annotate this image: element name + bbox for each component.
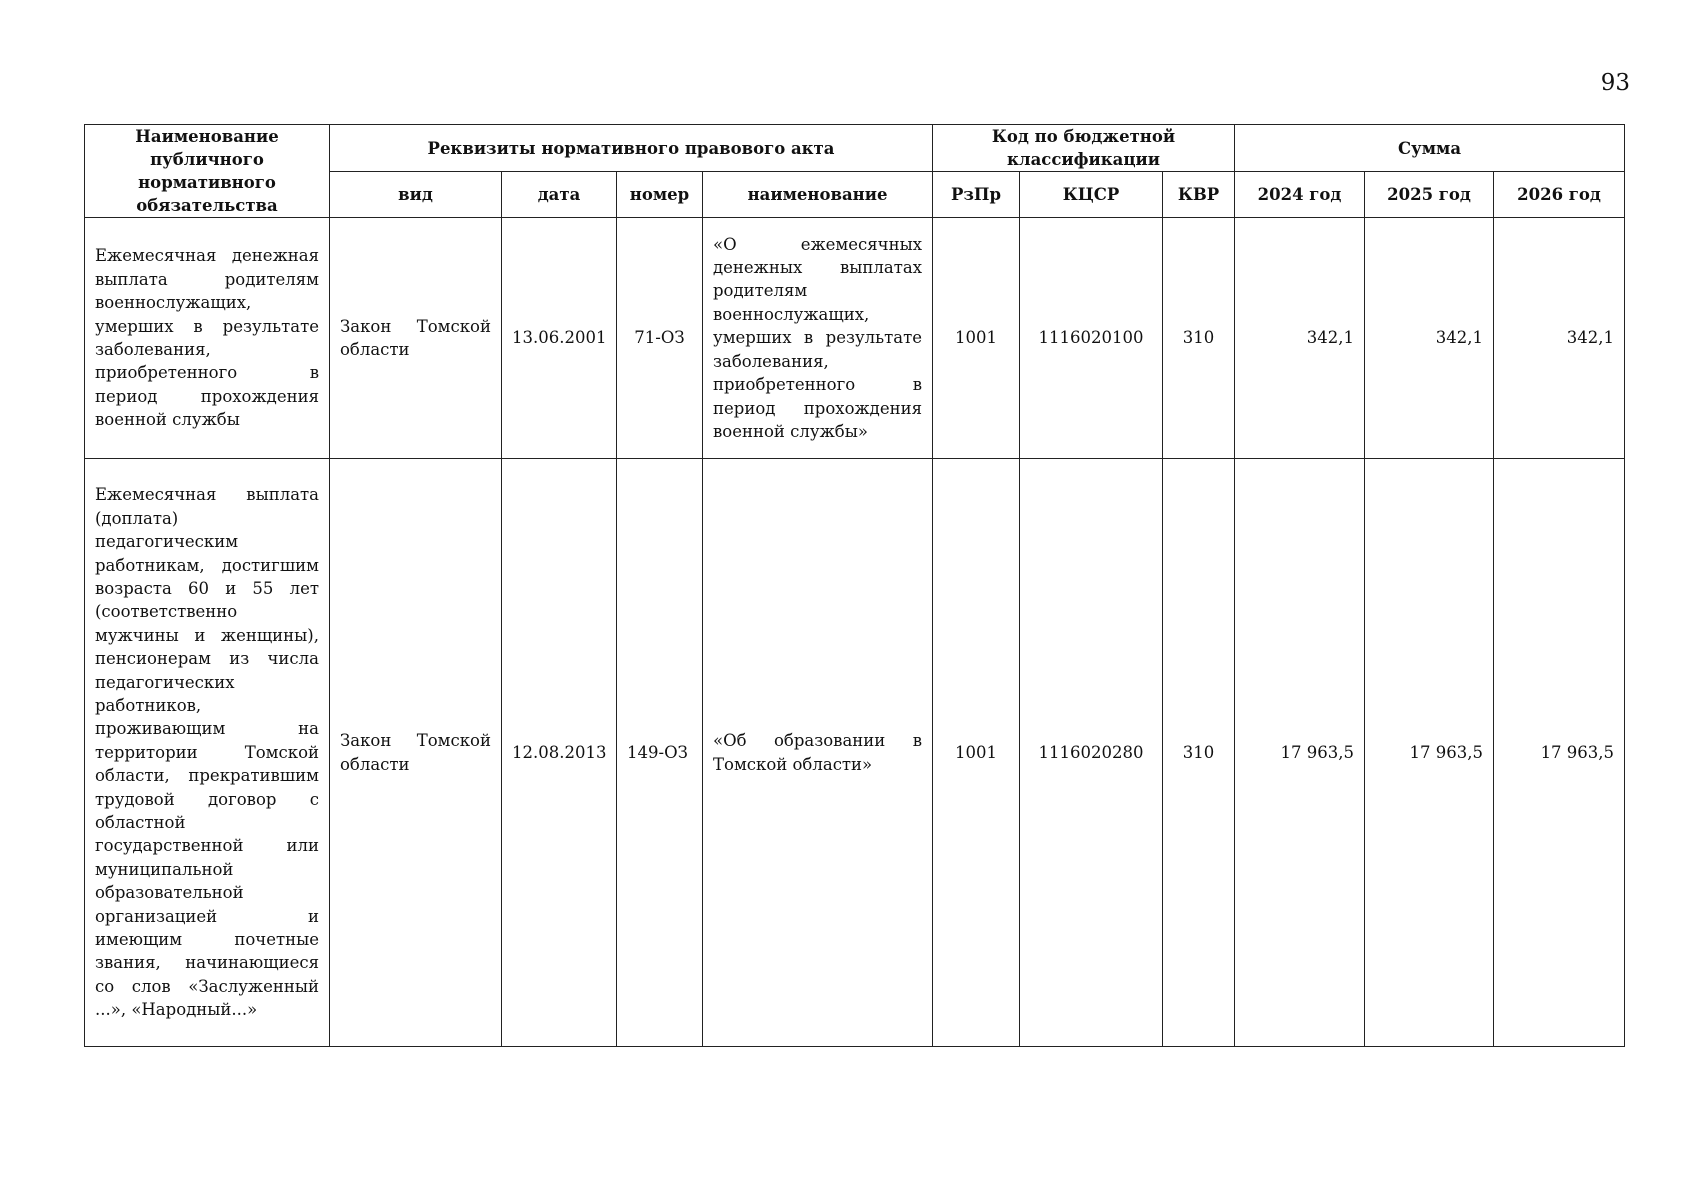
act-date-cell: 13.06.2001 — [502, 218, 617, 459]
header-budget-code: Код по бюджетной классификации — [933, 125, 1235, 172]
act-number-cell: 149-ОЗ — [617, 459, 703, 1047]
sum-2025-cell: 17 963,5 — [1365, 459, 1494, 1047]
kcsr-cell: 1116020280 — [1020, 459, 1163, 1047]
header-year-2025: 2025 год — [1365, 172, 1494, 218]
page-number: 93 — [1600, 70, 1630, 96]
header-rzpr: РзПр — [933, 172, 1020, 218]
sum-2025-cell: 342,1 — [1365, 218, 1494, 459]
table-row — [85, 459, 1625, 1047]
obligation-name-cell: Ежемесячная выплата (доплата) педагогическим работникам, достигшим возраста 60 и 55 лет (соответственно мужчины и женщины), пенсионерам из числа педагогических работников, проживающим на территории Томской области, прекратившим трудовой договор с областной государственной или муниципальной образовательной организацией и имеющим почетные звания, начинающиеся со слов «Заслуженный ...», «Народный...» — [85, 459, 330, 1047]
act-date-cell: 12.08.2013 — [502, 459, 617, 1047]
header-act-requisites: Реквизиты нормативного правового акта — [330, 125, 933, 172]
header-year-2026: 2026 год — [1494, 172, 1625, 218]
header-sum: Сумма — [1235, 125, 1625, 172]
kvr-cell: 310 — [1163, 218, 1235, 459]
header-act-title: наименование — [703, 172, 933, 218]
act-title-cell: «Об образовании в Томской области» — [703, 459, 933, 1047]
header-obligation-name: Наименование публичного нормативного обязательства — [85, 125, 330, 218]
header-kvr: КВР — [1163, 172, 1235, 218]
act-title-cell: «О ежемесячных денежных выплатах родителям военнослужащих, умерших в результате заболевания, приобретенного в период прохождения военной службы» — [703, 218, 933, 459]
kvr-cell: 310 — [1163, 459, 1235, 1047]
sum-2026-cell: 342,1 — [1494, 218, 1625, 459]
header-act-type: вид — [330, 172, 502, 218]
header-kcsr: КЦСР — [1020, 172, 1163, 218]
kcsr-cell: 1116020100 — [1020, 218, 1163, 459]
header-year-2024: 2024 год — [1235, 172, 1365, 218]
sum-2024-cell: 17 963,5 — [1235, 459, 1365, 1047]
sum-2024-cell: 342,1 — [1235, 218, 1365, 459]
act-number-cell: 71-ОЗ — [617, 218, 703, 459]
sum-2026-cell: 17 963,5 — [1494, 459, 1625, 1047]
budget-obligations-table — [84, 124, 1625, 1047]
header-act-date: дата — [502, 172, 617, 218]
act-type-cell: Закон Томской области — [330, 218, 502, 459]
table-row — [85, 218, 1625, 459]
obligation-name-cell: Ежемесячная денежная выплата родителям военнослужащих, умерших в результате заболевания, приобретенного в период прохождения военной службы — [85, 218, 330, 459]
rzpr-cell: 1001 — [933, 459, 1020, 1047]
act-type-cell: Закон Томской области — [330, 459, 502, 1047]
header-act-number: номер — [617, 172, 703, 218]
rzpr-cell: 1001 — [933, 218, 1020, 459]
